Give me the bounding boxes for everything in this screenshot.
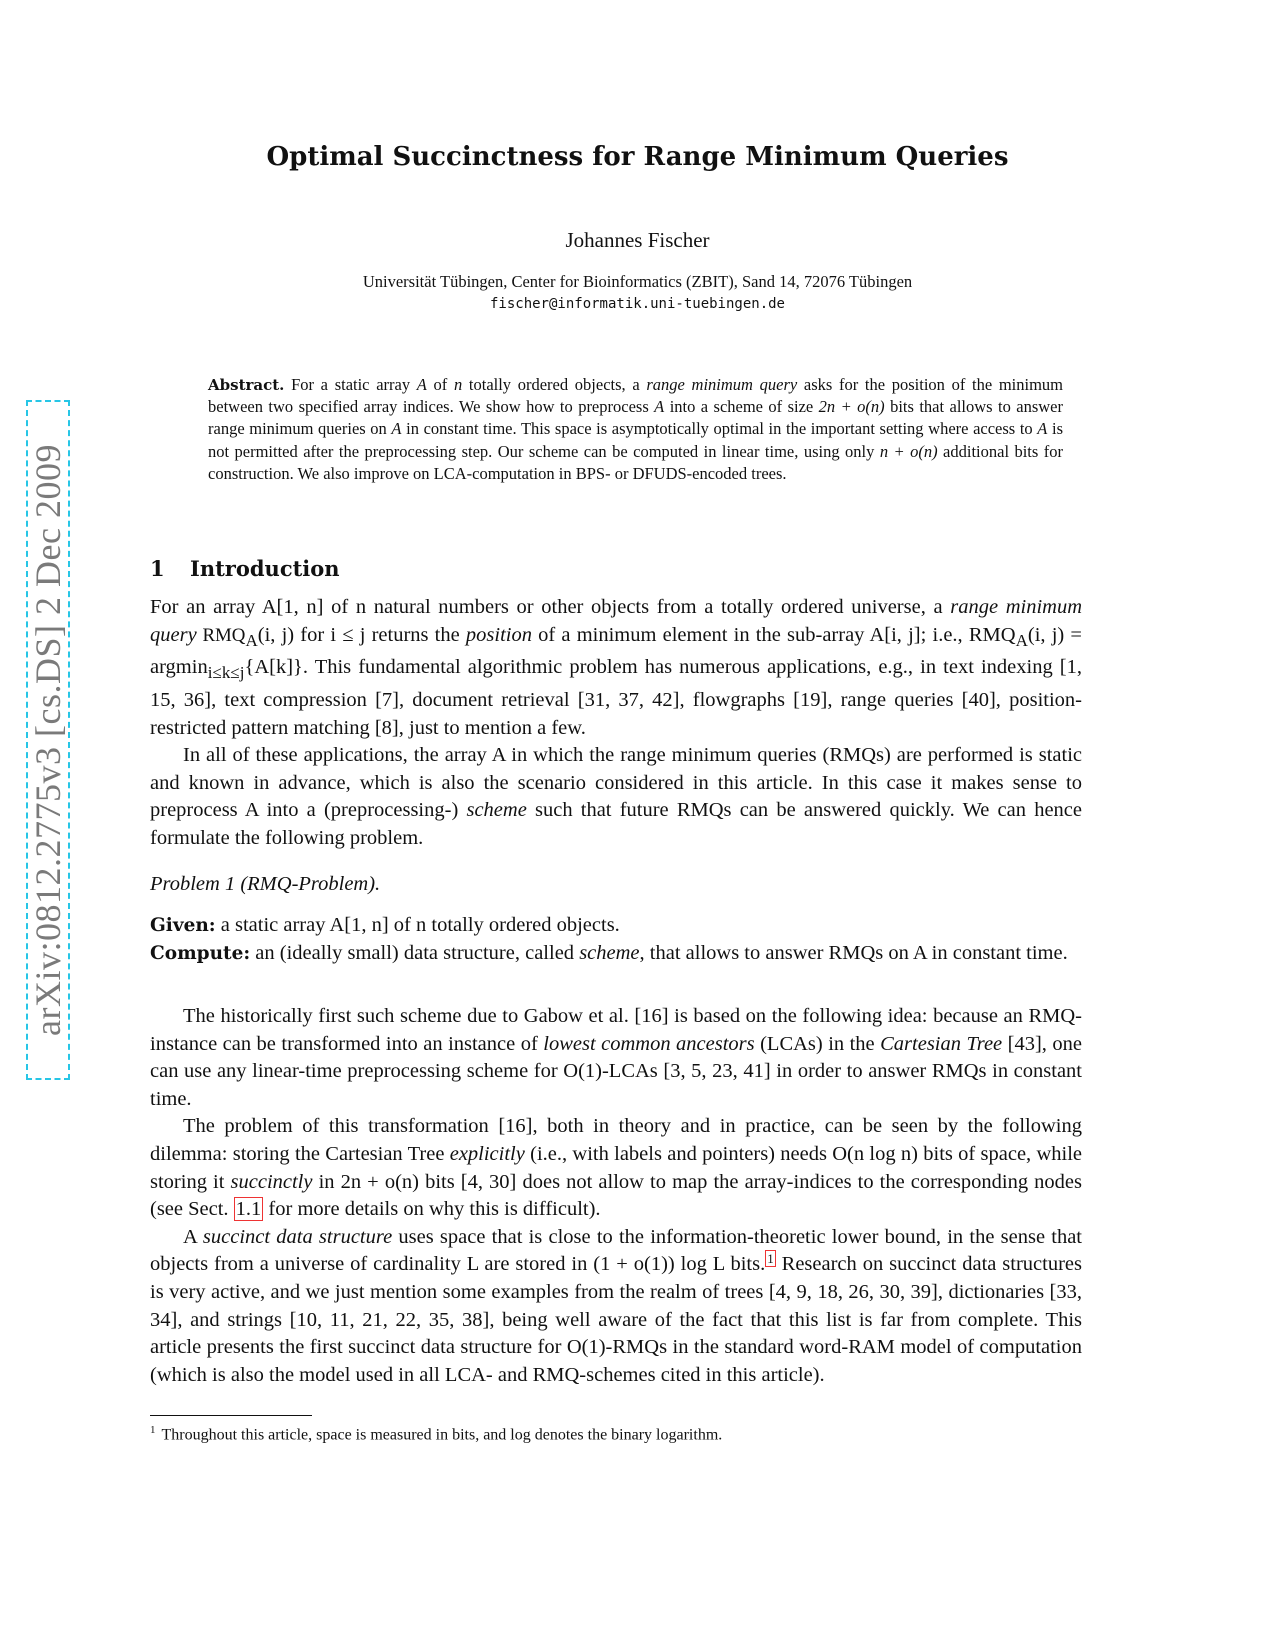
paragraph-3 bbox=[150, 1003, 1082, 1113]
paragraph-2 bbox=[150, 742, 1082, 852]
problem-title: Problem 1 (RMQ-Problem). bbox=[150, 873, 381, 895]
emphasis: explicitly bbox=[449, 1142, 525, 1165]
text: for more details on why this is difficult). bbox=[263, 1198, 601, 1221]
given-item bbox=[150, 912, 1082, 940]
emphasis: range minimum query bbox=[150, 596, 1082, 646]
emphasis: lowest common ancestors bbox=[543, 1032, 755, 1055]
author-email[interactable]: fischer@informatik.uni-tuebingen.de bbox=[489, 296, 785, 312]
text: in 2n + o(n) bits [4, 30] does not allow to map the array-indices to the corresponding nodes (see Sect. bbox=[150, 1170, 1082, 1221]
abstract bbox=[208, 374, 1063, 485]
footnote bbox=[150, 1424, 1082, 1444]
footnote-link[interactable]: 1 bbox=[767, 1250, 774, 1266]
affiliation: Universität Tübingen, Center for Bioinformatics (ZBIT), Sand 14, 72076 Tübingen bbox=[362, 272, 913, 291]
paragraph-4 bbox=[150, 1113, 1082, 1223]
given-label: Given: bbox=[150, 915, 216, 936]
text: such that future RMQs can be answered quickly. We can hence formulate the following problem. bbox=[150, 799, 1082, 849]
paragraph-1 bbox=[150, 594, 1082, 742]
problem-definition bbox=[150, 912, 1082, 967]
footnote-mark: 1 bbox=[150, 1424, 156, 1436]
abstract-text: of bbox=[426, 375, 454, 394]
abstract-text: in constant time. This space is asymptotically optimal in the important setting where access to bbox=[401, 419, 1038, 439]
abstract-text: bits that allows to answer range minimum queries on bbox=[208, 397, 1063, 439]
abstract-emphasis: range minimum query bbox=[646, 375, 798, 394]
emphasis: position bbox=[465, 623, 532, 646]
math-var: A bbox=[654, 397, 665, 417]
math-expr: 2n + o(n) bbox=[818, 397, 885, 417]
compute-item bbox=[150, 940, 1082, 968]
math-expr: n + o(n) bbox=[879, 441, 938, 461]
text: RMQ bbox=[196, 624, 246, 646]
abstract-text: asks for the position of the minimum between two specified array indices. We show how to preprocess bbox=[208, 375, 1064, 417]
text: [43], one can use any linear-time preprocessing scheme for O(1)-LCAs [3, 5, 23, 41] in order to answer RMQs in constant time. bbox=[150, 1032, 1082, 1110]
emphasis: succinctly bbox=[230, 1170, 313, 1193]
abstract-text: into a scheme of size bbox=[664, 397, 819, 417]
abstract-text: is not permitted after the preprocessing step. Our scheme can be computed in linear time, using only bbox=[208, 419, 1063, 461]
text: (i.e., with labels and pointers) needs O(n log n) bits of space, while storing it bbox=[150, 1142, 1082, 1193]
footnote-text: Throughout this article, space is measured in bits, and log denotes the binary logarithm. bbox=[161, 1426, 723, 1444]
author-name: Johannes Fischer bbox=[565, 228, 710, 252]
subscript: A bbox=[1015, 630, 1028, 650]
body-text-main bbox=[150, 1003, 1082, 1389]
arxiv-stamp-text: arXiv:0812.2775v3 [cs.DS] 2 Dec 2009 bbox=[28, 444, 69, 1036]
math-var: A bbox=[1037, 419, 1048, 439]
compute-text: an (ideally small) data structure, called bbox=[250, 941, 580, 964]
abstract-text: For a static array bbox=[284, 375, 417, 394]
emphasis: scheme bbox=[579, 941, 640, 964]
paragraph-5 bbox=[150, 1224, 1082, 1390]
math-var: A bbox=[391, 419, 402, 439]
text: The problem of this transformation [16], both in theory and in practice, can be seen by the following dilemma: storing the Cartesian Tree bbox=[150, 1115, 1082, 1165]
section-heading bbox=[150, 556, 340, 581]
text: (LCAs) in the bbox=[754, 1032, 881, 1055]
text: For an array A[1, n] of n natural numbers or other objects from a totally ordered universe, a bbox=[150, 596, 951, 618]
abstract-text: totally ordered objects, a bbox=[462, 375, 647, 394]
footnote-rule bbox=[150, 1415, 312, 1416]
text: uses space that is close to the information-theoretic lower bound, in the sense that objects from a universe of cardinality L are stored in (1 + o(1)) log L bits. bbox=[150, 1225, 1082, 1276]
arxiv-stamp bbox=[26, 400, 70, 1080]
math-var: A bbox=[416, 375, 427, 394]
subscript: A bbox=[245, 630, 258, 650]
text: Research on succinct data structures is very active, and we just mention some examples from the realm of trees [4, 9, 18, 26, 30, 39], dictionaries [33, 34], and strings [10, 11, 21, 22, 35, 38], being well aware of the fact that this list is far from complete. This article presents the first succinct data structure for O(1)-RMQs in the standard word-RAM model of computation (which is also the model used in all LCA- and RMQ-schemes cited in this article). bbox=[150, 1253, 1082, 1386]
text: In all of these applications, the array A in which the range minimum queries (RMQs) are performed is static and known in advance, which is also the scenario considered in this article. In this case it makes sense to preprocess A into a (preprocessing-) bbox=[150, 744, 1082, 822]
section-number: 1 bbox=[150, 556, 165, 581]
body-text-intro bbox=[150, 594, 1082, 853]
given-text: a static array A[1, n] of n totally ordered objects. bbox=[215, 914, 620, 936]
emphasis: succinct data structure bbox=[202, 1225, 393, 1248]
text: (i, j) for i ≤ j returns the bbox=[257, 623, 466, 646]
abstract-text: additional bits for construction. We also improve on LCA-computation in BPS- or DFUDS-encoded trees. bbox=[208, 441, 1064, 483]
emphasis: scheme bbox=[466, 799, 527, 822]
section-ref-link[interactable]: 1.1 bbox=[235, 1198, 262, 1221]
compute-text: , that allows to answer RMQs on A in constant time. bbox=[639, 941, 1068, 964]
emphasis: Cartesian Tree bbox=[880, 1032, 1003, 1055]
math-var: n bbox=[453, 375, 463, 394]
text: (i, j) = argmin bbox=[150, 623, 1082, 679]
subscript: i≤k≤j bbox=[207, 663, 245, 683]
text: A bbox=[183, 1225, 203, 1248]
text: The historically first such scheme due to Gabow et al. [16] is based on the following idea: because an RMQ-instance can be transformed into an instance of bbox=[150, 1005, 1082, 1055]
paper-title: Optimal Succinctness for Range Minimum Queries bbox=[266, 142, 1009, 172]
compute-label: Compute: bbox=[150, 942, 251, 964]
text: {A[k]}. This fundamental algorithmic problem has numerous applications, e.g., in text indexing [1, 15, 36], text compression [7], document retrieval [31, 37, 42], flowgraphs [19], range queries [40], position-restricted pattern matching [8], just to mention a few. bbox=[150, 656, 1082, 739]
text: of a minimum element in the sub-array A[i, j]; i.e., RMQ bbox=[531, 623, 1016, 646]
abstract-label: Abstract. bbox=[208, 376, 285, 394]
section-title: Introduction bbox=[190, 556, 340, 581]
